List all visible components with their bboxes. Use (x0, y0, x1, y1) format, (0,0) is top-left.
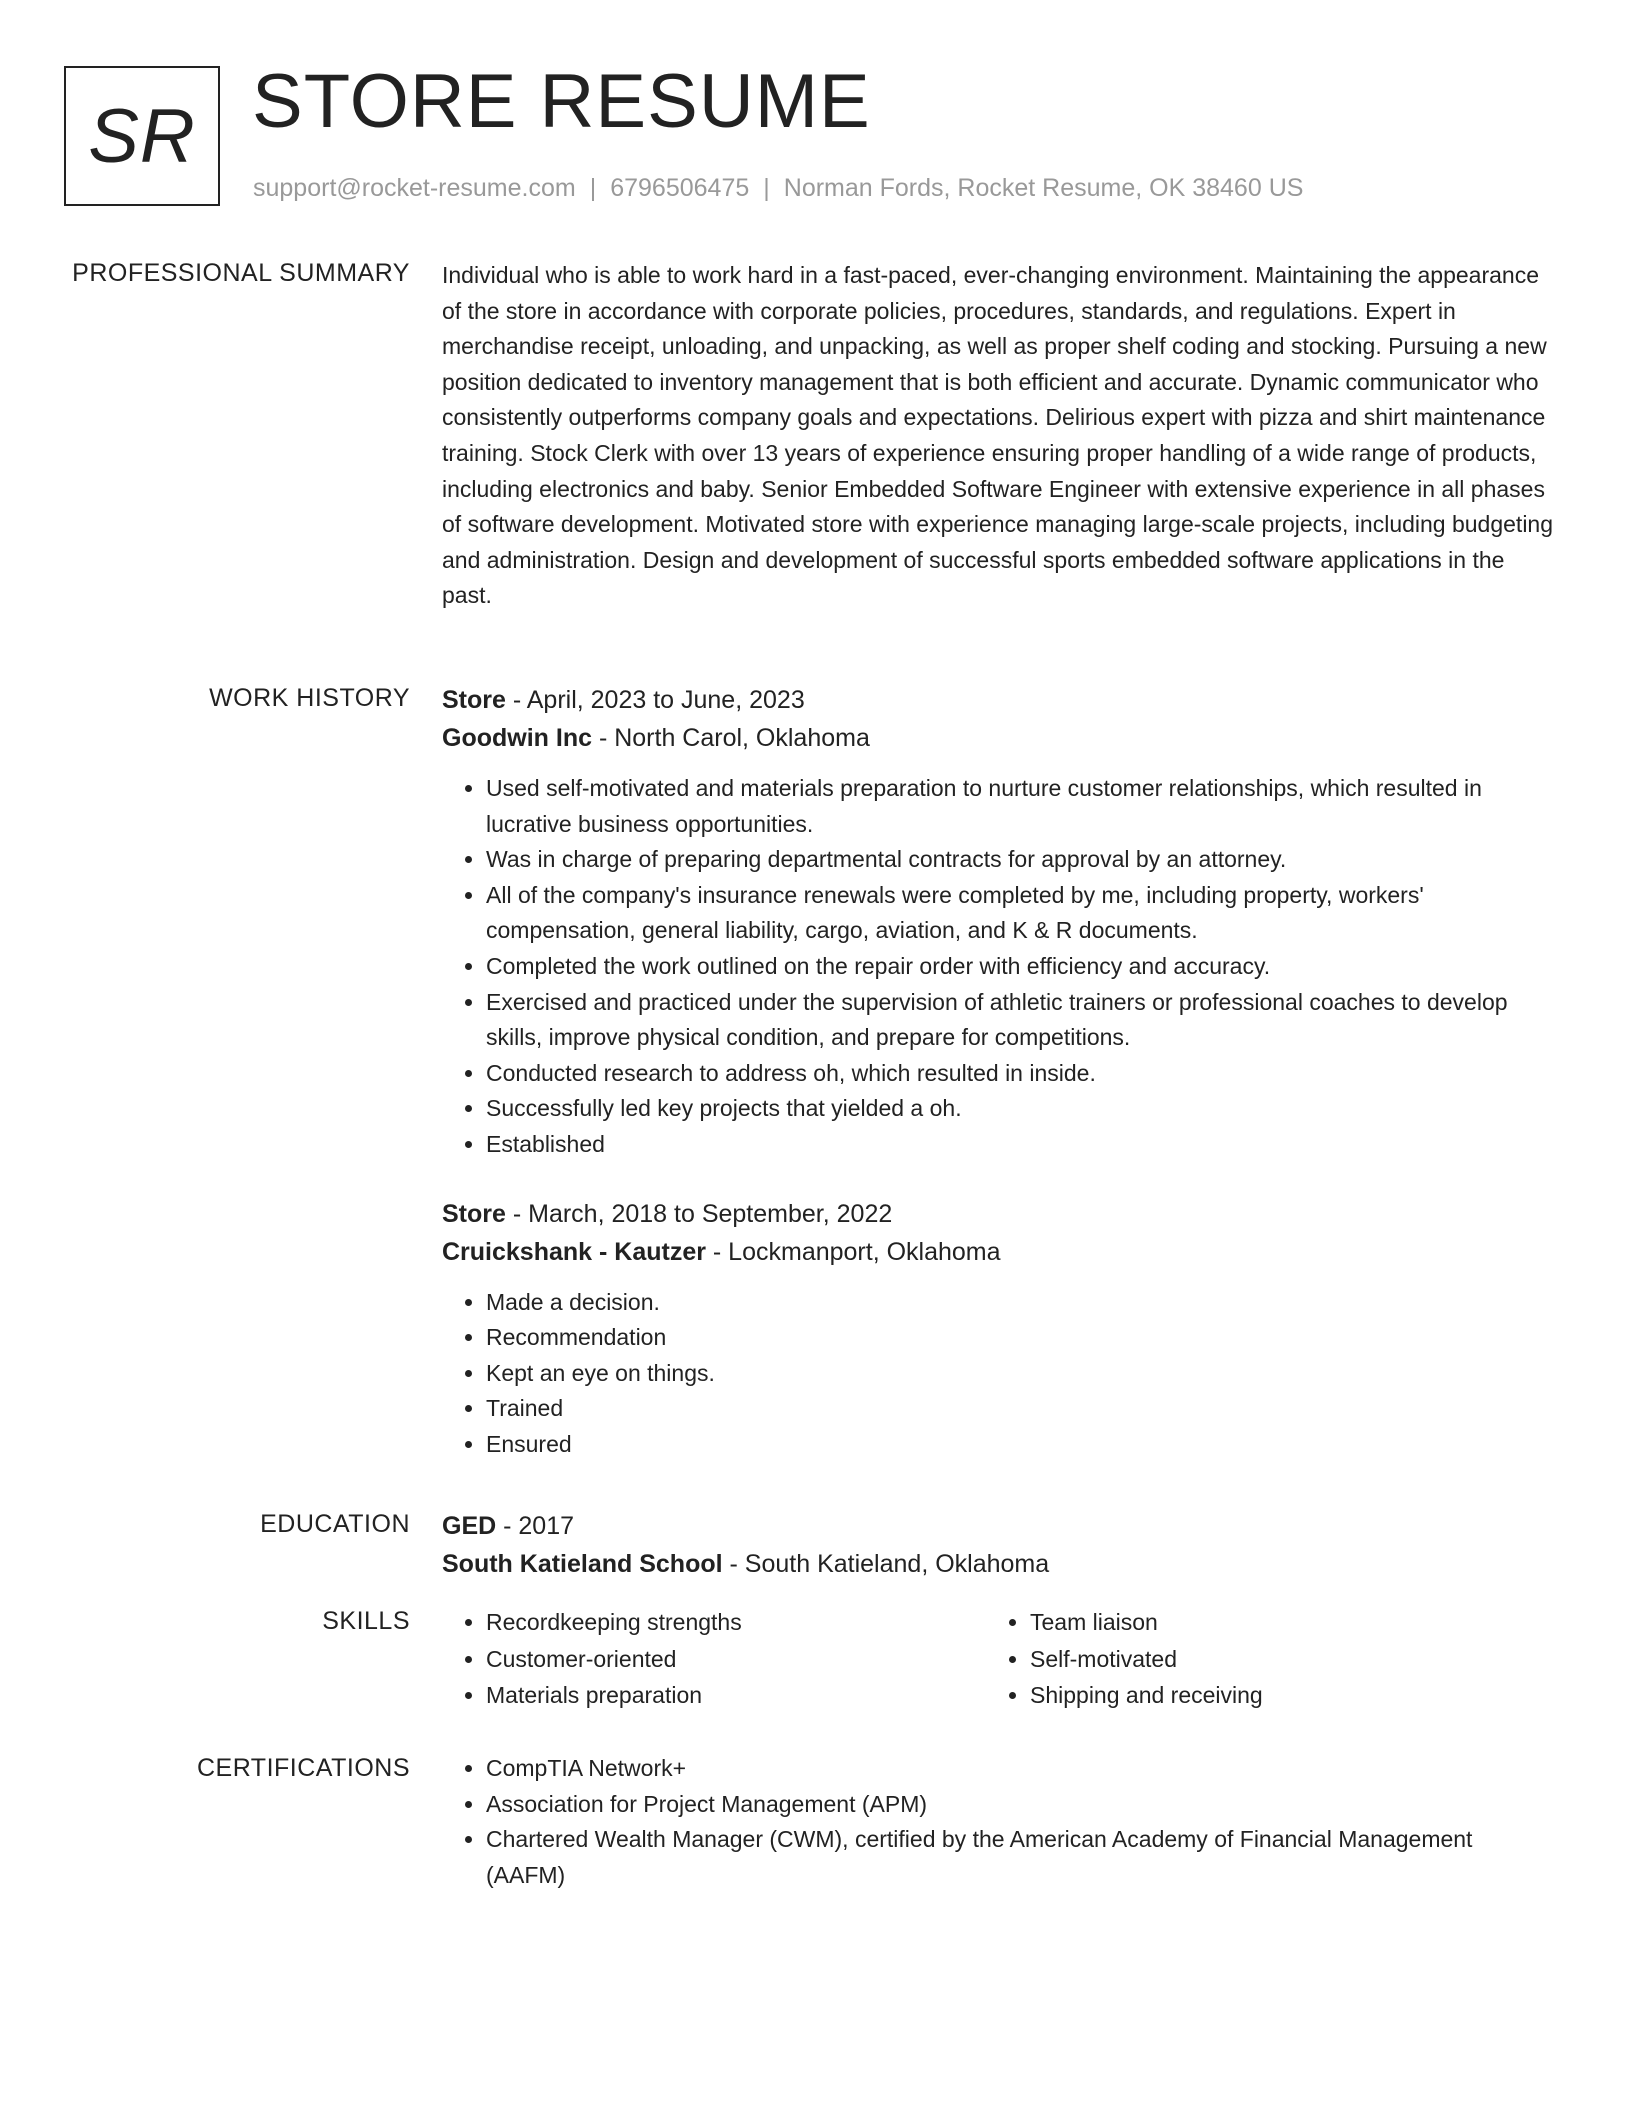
job-entry (442, 1195, 1554, 1463)
job-role: Store (442, 686, 506, 714)
section-title-summary: PROFESSIONAL SUMMARY (72, 259, 410, 287)
list-item: • Recordkeeping strengths (486, 1604, 986, 1641)
list-item: • Made a decision. (486, 1285, 1554, 1321)
list-item: • Successfully led key projects that yielded a oh. (486, 1091, 1554, 1127)
list-item: • Used self-motivated and materials preparation to nurture customer relationships, which resulted in lucrative business opportunities. (486, 771, 1554, 842)
list-item: • Shipping and receiving (1030, 1677, 1530, 1714)
list-item: • Conducted research to address oh, which resulted in inside. (486, 1056, 1554, 1092)
skills-list-right (986, 1604, 1530, 1714)
work-body (442, 681, 1554, 1463)
skills-grid (442, 1604, 1554, 1714)
job-bullets (442, 771, 1554, 1163)
job-title-line (442, 681, 1554, 719)
list-item: • All of the company's insurance renewals were completed by me, including property, workers' compensation, general liability, cargo, aviation, and K & R documents. (486, 878, 1554, 949)
section-title-education: EDUCATION (260, 1510, 410, 1538)
list-item: • Trained (486, 1391, 1554, 1427)
list-item: • Team liaison (1030, 1604, 1530, 1641)
education-degree-line (442, 1507, 1554, 1545)
list-item: • Completed the work outlined on the repair order with efficiency and accuracy. (486, 949, 1554, 985)
job-title-line (442, 1195, 1554, 1233)
job-bullets (442, 1285, 1554, 1463)
education-school-line (442, 1545, 1554, 1583)
list-item: • Materials preparation (486, 1677, 986, 1714)
job-company: Cruickshank - Kautzer (442, 1237, 706, 1266)
list-item: • Association for Project Management (APM) (486, 1787, 1554, 1823)
section-title-certifications: CERTIFICATIONS (196, 1754, 410, 1782)
list-item: • CompTIA Network+ (486, 1751, 1554, 1787)
job-dates: - April, 2023 to June, 2023 (505, 686, 805, 714)
education-degree: GED (442, 1512, 497, 1540)
section-title-work: WORK HISTORY (209, 684, 410, 712)
contact-line (253, 172, 1303, 204)
section-title-skills: SKILLS (322, 1607, 410, 1635)
job-role: Store (442, 1199, 506, 1228)
education-location: - South Katieland, Oklahoma (722, 1550, 1050, 1578)
contact-email: support@rocket-resume.com (253, 174, 576, 202)
certifications-list (442, 1751, 1554, 1893)
summary-text: Individual who is able to work hard in a fast-paced, ever-changing environment. Maintaining the appearance of the store in accordance with corporate policies, procedures, standards, and regulations. Expert in merchandise receipt, unloading, and unpacking, as well as proper shelf coding and stocking. Pursuing a new position dedicated to inventory management that is both efficient and accurate. Dynamic communicator who consistently outperforms company goals and expectations. Delirious expert with pizza and shirt maintenance training. Stock Clerk with over 13 years of experience ensuring proper handling of a wide range of products, including electronics and baby. Senior Embedded Software Engineer with extensive experience in all phases of software development. Motivated store with experience managing large-scale projects, including budgeting and administration. Design and development of successful sports embedded software applications in the past. (442, 262, 1554, 609)
list-item: • Was in charge of preparing departmental contracts for approval by an attorney. (486, 842, 1554, 878)
list-item: • Kept an eye on things. (486, 1356, 1554, 1392)
job-company-line (442, 1233, 1554, 1271)
contact-address: Norman Fords, Rocket Resume, OK 38460 US (783, 174, 1304, 202)
education-school: South Katieland School (442, 1550, 723, 1578)
skills-list-left (442, 1604, 986, 1714)
list-item: • Chartered Wealth Manager (CWM), certified by the American Academy of Financial Management (AAFM) (486, 1822, 1554, 1893)
list-item: • Customer-oriented (486, 1641, 986, 1678)
job-entry (442, 681, 1554, 1163)
job-company-line (442, 719, 1554, 757)
resume-name: STORE RESUME (252, 59, 871, 144)
contact-separator: | (589, 174, 597, 202)
education-year: - 2017 (496, 1512, 575, 1540)
contact-phone: 6796506475 (610, 174, 750, 202)
list-item: • Exercised and practiced under the supervision of athletic trainers or professional coaches to develop skills, improve physical condition, and prepare for competitions. (486, 985, 1554, 1056)
list-item: • Self-motivated (1030, 1641, 1530, 1678)
list-item: • Ensured (486, 1427, 1554, 1463)
job-company: Goodwin Inc (442, 724, 592, 752)
contact-separator: | (763, 174, 770, 202)
job-dates: - March, 2018 to September, 2022 (505, 1199, 893, 1228)
monogram-box: SR (64, 66, 220, 206)
list-item: • Recommendation (486, 1320, 1554, 1356)
job-location: - North Carol, Oklahoma (592, 724, 870, 752)
job-location: - Lockmanport, Oklahoma (705, 1237, 1001, 1266)
list-item: • Established (486, 1127, 1554, 1163)
